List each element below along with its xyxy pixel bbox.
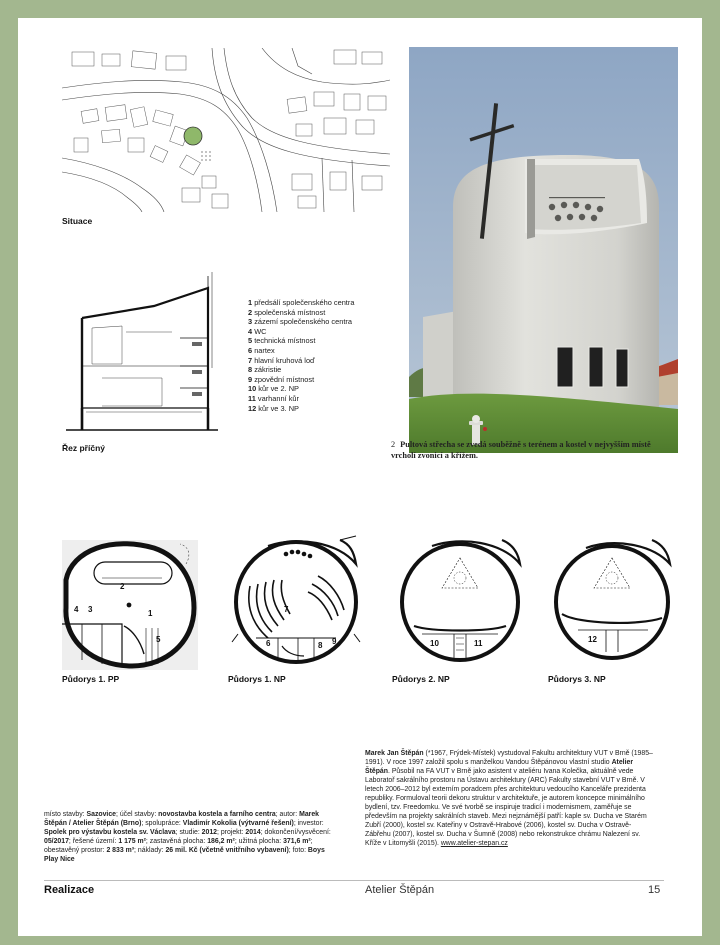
church-photo [409, 47, 678, 453]
floor-plan-pp [62, 540, 198, 670]
room-number: 4 [74, 605, 79, 614]
architect-bio: Marek Jan Štěpán (*1967, Frýdek-Místek) vystudoval Fakultu architektury VUT v Brně (1985–1991). V roce 1997 založil spolu s manželkou Vandou Štěpánovou vlastní studio Atelier Štěpán. Působil na FA VUT v Brně jako asistent v ateliéru Ivana Kolečka, aktuálně vede Laboratoř sakrálního prostoru na Ústavu architektury (ARC) Fakulty stavební VUT v Brně. V letech 2006–2012 byl externím poradcem přes architekturu vedoucího Kanceláře prezidenta republiky. Formuloval teorii dekoru struktur v architektuře, je autorem koncepce minimálního bydlení, tzv. Freedomku. Ve své tvorbě se inspiruje tradicí i modernismem, zaměřuje se především na projekty sakrálních staveb. Mezi nejznámější patří: kaple sv. Ducha ve Starém Zubří (2000), kostel sv. Kateřiny v Ostravě-Hrabové (2006), kostel sv. Ducha v Ostravě-Zábřehu (2007), kostel sv. Ducha v Šumně (2008) nebo rekonstrukce chrámu Nalezení sv. Kříže v Litomyšli (2015). www.atelier-stepan.cz [365, 750, 653, 848]
room-number: 11 [474, 639, 483, 648]
legend-item: 11 varhanní kůr [248, 393, 299, 403]
legend-item: 7 hlavní kruhová loď [248, 355, 315, 365]
site-plan-label: Situace [62, 216, 93, 226]
room-number: 5 [156, 635, 161, 644]
room-number: 10 [430, 639, 439, 648]
room-number: 6 [266, 639, 271, 648]
floor-plan-pp-label: Půdorys 1. PP [62, 674, 120, 684]
studio-website-link[interactable]: www.atelier-stepan.cz [440, 840, 508, 848]
section-label: Řez příčný [62, 443, 105, 453]
legend-item: 4 WC [248, 326, 267, 336]
legend-item: 1 předsálí společenského centra [248, 298, 355, 307]
legend-item: 12 kůr ve 3. NP [248, 403, 299, 413]
floor-plan-np3 [548, 534, 684, 670]
room-number: 7 [284, 605, 289, 614]
page-number: 15 [648, 884, 661, 896]
floor-plan-np3-label: Půdorys 3. NP [548, 674, 606, 684]
footer-divider [44, 880, 664, 881]
room-number: 3 [88, 605, 93, 614]
footer-section: Realizace [44, 884, 95, 896]
site-plan-drawing [62, 48, 390, 212]
floor-plan-np2 [392, 534, 528, 670]
legend-item: 8 zákristie [248, 365, 282, 375]
floor-plan-np2-label: Půdorys 2. NP [392, 674, 450, 684]
room-number: 2 [120, 582, 125, 591]
room-number: 9 [332, 637, 337, 646]
footer-studio: Atelier Štěpán [365, 884, 435, 896]
floor-plan-np1 [228, 534, 364, 670]
legend-item: 9 zpovědní místnost [248, 374, 315, 384]
legend-item: 3 zázemí společenského centra [248, 317, 352, 327]
cross-section-drawing [62, 268, 222, 436]
room-number: 1 [148, 609, 153, 618]
project-credits: místo stavby: Sazovice; účel stavby: novostavba kostela a farního centra; autor: Marek Štěpán / Atelier Štěpán (Brno); spolupráce: Vladimír Kokolia (výtvarné řešení); investor: Spolek pro výstavbu kostela sv. Václava; studie: 2012; projekt: 2014; dokončení/vysvěcení: 05/2017; řešené území: 1 175 m²; zastavěná plocha: 186,2 m²; užitná plocha: 371,6 m²; obestavěný prostor: 2 833 m³; náklady: 26 mil. Kč (včetně vnitřního vybavení); foto: Boys Play Nice [44, 811, 331, 864]
legend-item: 6 nartex [248, 345, 275, 355]
church-site-marker [184, 127, 202, 145]
legend-item: 2 společenská místnost [248, 307, 326, 317]
legend-item: 5 technická místnost [248, 336, 316, 346]
room-legend [248, 298, 358, 413]
legend-item: 10 kůr ve 2. NP [248, 384, 299, 394]
photo-caption: 2 Pultová střecha se zvedá souběžně s terénem a kostel v nejvyšším místě vrcholí zvonicí a křížem. [391, 440, 651, 460]
room-number: 12 [588, 635, 597, 644]
floor-plan-np1-label: Půdorys 1. NP [228, 674, 286, 684]
room-number: 8 [318, 641, 323, 650]
